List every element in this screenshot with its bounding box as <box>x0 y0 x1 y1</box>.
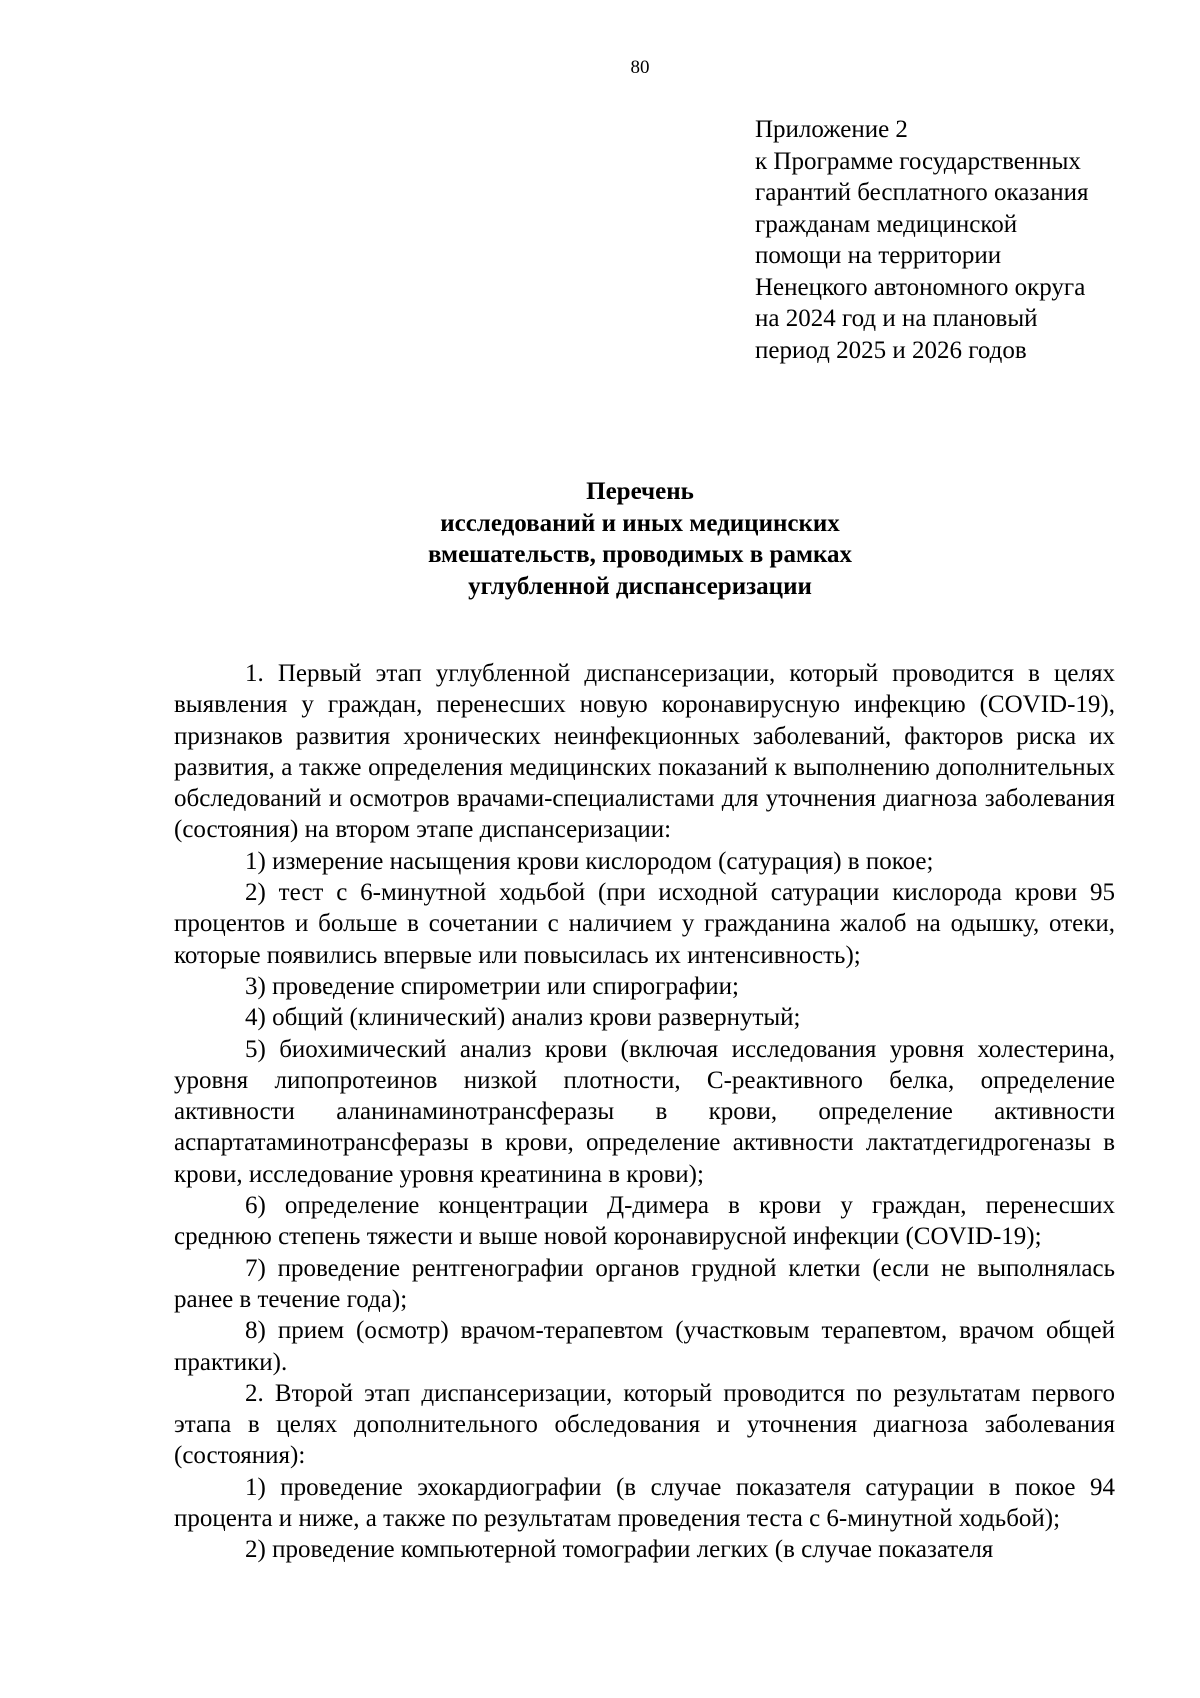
appendix-line: к Программе государственных <box>755 147 1081 175</box>
list-item: 7) проведение рентгенографии органов грудной клетки (если не выполнялась ранее в течение года); <box>174 1254 1115 1313</box>
appendix-line: Ненецкого автономного округа <box>755 273 1086 301</box>
page-number: 80 <box>630 57 650 78</box>
appendix-line: гражданам медицинской <box>755 210 1018 238</box>
paragraph: 2. Второй этап диспансеризации, который проводится по результатам первого этапа в целях дополнительного обследования и уточнения диагноза заболевания (состояния): <box>174 1379 1115 1470</box>
list-item: 2) тест с 6-минутной ходьбой (при исходной сатурации кислорода крови 95 процентов и больше в сочетании с наличием у гражданина жалоб на одышку, отеки, которые появились впервые или повысилась их интенсивность); <box>174 879 1115 969</box>
list-item: 8) прием (осмотр) врачом-терапевтом (участковым терапевтом, врачом общей практики). <box>174 1317 1115 1376</box>
list-item: 6) определение концентрации Д-димера в крови у граждан, перенесших среднюю степень тяжести и выше новой коронавирусной инфекции (COVID-19); <box>174 1192 1115 1251</box>
appendix-line: помощи на территории <box>755 242 1002 269</box>
list-item: 3) проведение спирометрии или спирографии; <box>245 972 739 1000</box>
appendix-line: Приложение 2 <box>755 116 908 143</box>
document-title <box>0 476 1200 602</box>
appendix-line: на 2024 год и на плановый <box>755 305 1038 332</box>
title-line: вмешательств, проводимых в рамках <box>427 541 852 568</box>
list-item: 2) проведение компьютерной томографии легких (в случае показателя <box>245 1536 994 1564</box>
appendix-header <box>755 114 1175 366</box>
list-item: 1) проведение эхокардиографии (в случае показателя сатурации в покое 94 процента и ниже, а также по результатам проведения теста с 6-минутной ходьбой); <box>174 1473 1115 1533</box>
title-line: исследований и иных медицинских <box>440 509 840 537</box>
document-body <box>174 658 1115 1566</box>
paragraph: 1. Первый этап углубленной диспансеризации, который проводится в целях выявления у граждан, перенесших новую коронавирусную инфекцию (COVID-19), признаков развития хронических неинфекционных заболеваний, факторов риска их развития, а также определения медицинских показаний к выполнению дополнительных обследований и осмотров врачами-специалистами для уточнения диагноза заболевания (состояния) на втором этапе диспансеризации: <box>174 660 1115 844</box>
list-item: 4) общий (клинический) анализ крови развернутый; <box>245 1004 801 1032</box>
list-item: 1) измерение насыщения крови кислородом (сатурация) в покое; <box>245 847 934 875</box>
appendix-line: период 2025 и 2026 годов <box>755 336 1027 364</box>
list-item: 5) биохимический анализ крови (включая исследования уровня холестерина, уровня липопротеинов низкой плотности, С-реактивного белка, определение активности аланинаминотрансферазы в крови, определение активности аспартатаминотрансферазы в крови, определение активности лактатдегидрогеназы в крови, исследование уровня креатинина в крови); <box>174 1035 1115 1188</box>
title-line: Перечень <box>586 478 694 505</box>
appendix-line: гарантий бесплатного оказания <box>755 179 1089 206</box>
title-line: углубленной диспансеризации <box>468 572 812 600</box>
